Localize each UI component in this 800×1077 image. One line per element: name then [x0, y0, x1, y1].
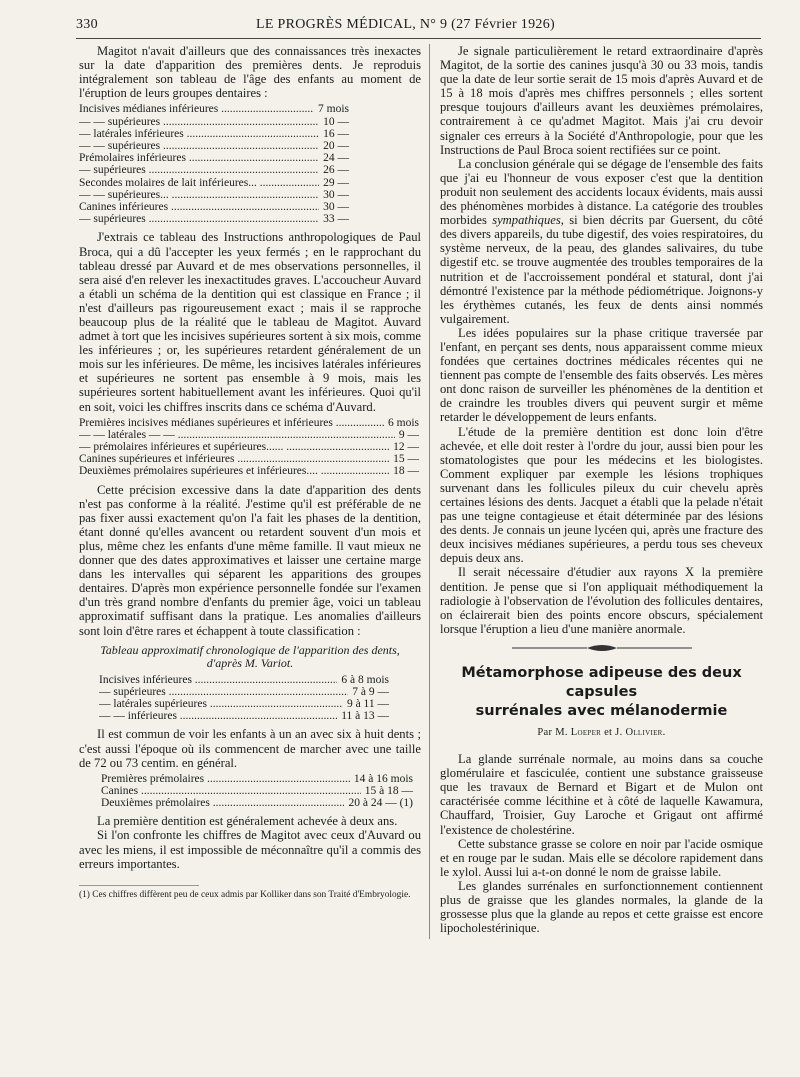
table-row	[79, 441, 419, 453]
paragraph: Je signale particulièrement le retard extraordinaire d'après Magitot, de la sortie des canines jusqu'à 30 ou 33 mois, tandis que la date de leur sortie serait de 15 mois d'après Auvard et de 15 à 18 mois d'après mes chiffres personnels ; elles sortent presque toujours d'ailleurs avant les deuxièmes prémolaires, contrairement à ce qu'admet Magitot. Mais j'ai cru devoir signaler ces erreurs à la Société d'Anthropologie, pour que les Instructions de Paul Broca soient rectifiées sur ce point.	[440, 44, 763, 157]
row-label: Incisives inférieures .....	[99, 674, 337, 686]
variot-table	[79, 674, 421, 723]
title-line: Métamorphose adipeuse des deux capsules	[461, 664, 742, 700]
row-label: Premières incisives médianes supérieures et inférieures .....	[79, 417, 384, 429]
emphasis: sympathiques	[492, 213, 561, 228]
row-value: 26 —	[323, 164, 349, 177]
paragraph: Il est commun de voir les enfants à un an avec six à huit dents ; c'est aussi l'époque où ils commencent de marcher avec une taille de 72 ou 73 centim. en général.	[79, 727, 421, 770]
paragraph: Cette précision excessive dans la date d'apparition des dents n'est pas conforme à la réalité. J'estime qu'il est préférable de ne pas fixer aussi exactement qu'on l'a fait les phases de la dentition, étant donné qu'elles avancent ou retardent souvent d'un mois et plus, même chez les enfants d'une même famille. Il vaut mieux ne donner que des dates approximatives et laisser une certaine marge dans les intervalles qui séparent les apparitions des groupes dentaires. D'après mon expérience personnelle fondée sur l'examen d'un très grand nombre d'enfants du premier âge, voici un tableau approximatif suffisant dans la pratique. Les anomalies d'ailleurs sont loin d'être rares et échappent à toute classification :	[79, 482, 421, 638]
table-row	[79, 177, 349, 189]
row-label: Canines supérieures et inférieures .....	[79, 453, 389, 465]
paragraph: Il serait nécessaire d'étudier aux rayons X la première dentition. Je pense que si l'on appliquait méthodiquement la radiologie à l'observation de l'évolution des follicules dentaires, on éclairerait bien des points encore obscurs, spécialement lorsque l'éruption a lieu d'une manière anormale.	[440, 565, 763, 636]
row-value: 33 —	[323, 213, 349, 226]
row-value: 20 —	[323, 139, 349, 152]
table-row	[79, 103, 349, 115]
table-row	[79, 453, 419, 465]
table-row	[79, 128, 349, 140]
table-row	[79, 465, 419, 477]
row-value: 24 —	[323, 152, 349, 165]
row-value: 6 mois	[388, 416, 419, 429]
table-row	[79, 189, 349, 201]
row-label: Deuxièmes prémolaires .....	[101, 797, 344, 809]
paragraph: L'étude de la première dentition est donc loin d'être achevée, et elle doit rester à l'ordre du jour, aussi bien pour les stomatologistes que pour les médecins et les biologistes. Comment expliquer par exemple les lésions trophiques survenant dans les follicules pileux du cuir chevelu après certaines lésions des dents. Jacquet a établi que la pelade n'était pas une teigne contagieuse et était déterminée par des lésions des dents. Je connais un jeune lycéen qui, après une fracture des deux incisives médianes supérieures, a perdu tous ses cheveux depuis deux ans.	[440, 424, 763, 566]
row-value: 10 —	[323, 115, 349, 128]
ornament-divider	[440, 642, 763, 654]
row-value: 15 à 18 —	[364, 784, 413, 797]
paragraph	[440, 157, 763, 326]
row-label: — — supérieures .....	[79, 116, 319, 128]
row-value: 7 mois	[318, 103, 349, 116]
text-run: La conclusion générale qui se dégage de l'ensemble des faits que j'ai eu l'honneur de vous exposer c'est que la dentition produit non seulement des accidents locaux évidents, mais aussi des phénomènes morbides à distance. La catégorie des troubles morbides	[440, 156, 763, 228]
row-value: 14 à 16 mois	[353, 772, 413, 785]
byline-text: Par M.	[537, 726, 568, 738]
row-label: — supérieures .....	[79, 213, 319, 225]
table-row	[79, 152, 349, 164]
row-value: 29 —	[323, 176, 349, 189]
row-value: 18 —	[393, 465, 419, 478]
journal-title: LE PROGRÈS MÉDICAL, N° 9 (27 Février 1926)	[256, 17, 555, 32]
paragraph: Les idées populaires sur la phase critique traversée par l'enfant, en perçant ses dents, nous apparaissent comme mieux fondées que certaines doctrines médicales récentes qui ne tiennent pas compte de l'ensemble des faits observés. Les mères ont donc raison de surveiller les phénomènes de la dentition et de craindre les troubles divers qui peuvent surgir et même retarder le développement de leurs enfants.	[440, 325, 763, 425]
row-value: 9 à 11 —	[346, 698, 389, 711]
left-column	[79, 44, 421, 900]
table-row	[79, 213, 349, 225]
row-label: — — inférieures .....	[99, 710, 337, 722]
row-label: — latérales inférieures .....	[79, 128, 319, 140]
row-label: — — supérieures... .....	[79, 189, 319, 201]
row-label: — latérales supérieures .....	[99, 698, 343, 710]
table-row	[79, 429, 419, 441]
page-number: 330	[76, 17, 98, 32]
row-label: Premières prémolaires .....	[101, 773, 350, 785]
paragraph: Magitot n'avait d'ailleurs que des connaissances très inexactes sur la date d'apparition des premières dents. Je reproduis intégralement son tableau de l'âge des enfants au moment de l'éruption de leurs groupes dentaires :	[79, 44, 421, 101]
author-name: Ollivier.	[625, 726, 666, 738]
row-label: — — latérales — — .....	[79, 429, 395, 441]
paragraph: Si l'on confronte les chiffres de Magitot avec ceux d'Auvard ou avec les miens, il est impossible de méconnaître qu'il a commis des erreurs importantes.	[79, 828, 421, 871]
caption-line: d'après M. Variot.	[206, 656, 294, 671]
text-run: , si bien décrits par Guersent, du côté des divers appareils, du tube digestif, des voies respiratoires, du système nerveux, de la peau, des glandes salivaires, du tube digestif etc. se trouve augmentée des troubles temporaires de la nutrition et de l'accroissement pondéral et statural, dont j'ai démontré l'existence par la méthode pédiométrique. Joignons-y les érythèmes cutanés, les feux de dents ainsi nommés vulgairement.	[440, 213, 763, 326]
article-title	[440, 664, 763, 721]
table-row	[79, 140, 349, 152]
title-line: surrénales avec mélanodermie	[475, 702, 728, 719]
table-row	[79, 417, 419, 429]
row-label: Incisives médianes inférieures .....	[79, 103, 314, 115]
paragraph: La première dentition est généralement achevée à deux ans.	[97, 814, 398, 829]
row-value: 20 à 24 — (1)	[348, 797, 413, 810]
row-label: — prémolaires inférieures et supérieures...... .....	[79, 441, 389, 453]
row-value: 11 à 13 —	[341, 710, 389, 723]
row-value: 6 à 8 mois	[341, 673, 389, 686]
paragraph: Cette substance grasse se colore en noir par l'acide osmique et en rouge par le sudan. Mais elle se décolore rapidement dans le xylol. Aussi lui a-t-on donné le nom de graisse labile.	[440, 836, 763, 879]
footnote	[79, 885, 411, 901]
auvard-table	[79, 417, 421, 478]
row-value: 7 à 9 —	[352, 685, 389, 698]
ornament-icon	[512, 642, 692, 654]
table-row	[79, 201, 349, 213]
row-label: Canines inférieures .....	[79, 201, 319, 213]
paragraph: Les glandes surrénales en surfonctionnement contiennent plus de graisse que les glandes normales, la glande de la grossesse plus que la glande au repos et cette graisse est encore lipocholestérinique.	[440, 878, 763, 936]
row-label: Secondes molaires de lait inférieures... .....	[79, 177, 319, 189]
byline	[440, 726, 763, 740]
row-value: 30 —	[323, 188, 349, 201]
author-name: Loeper	[570, 726, 602, 738]
table-row	[79, 698, 389, 710]
row-label: — supérieures .....	[79, 164, 319, 176]
table-row	[79, 710, 389, 722]
premolar-table	[79, 773, 421, 810]
table-row	[79, 785, 413, 797]
row-value: 16 —	[323, 127, 349, 140]
caption-line: Tableau approximatif chronologique de l'apparition des dents,	[100, 642, 400, 657]
table-row	[79, 797, 413, 809]
paragraph: J'extrais ce tableau des Instructions anthropologiques de Paul Broca, qui a dû l'accepter les yeux fermés ; en le rapprochant du tableau dressé par Auvard et de mes observations personnelles, il sera aisé d'en relever les inexactitudes graves. L'accoucheur Auvard a établi un schéma de la dentition qui est classique en France ; il n'est d'ailleurs pas rigoureusement exact ; mais il se rapproche beaucoup plus de la réalité que le tableau de Magitot. Auvard admet à tort que les incisives supérieures sortent à six mois, comme les inférieures ; or, les supérieures retardent généralement de un mois sur les inférieures. De même, les incisives latérales inférieures et supérieures ne sortent pas ensemble à 9 mois, mais les supérieures sortent habituellement avant les inférieures. Quoi qu'il en soit, voici les chiffres inscrits dans ce schéma d'Auvard.	[79, 230, 421, 414]
footnote-text: (1) Ces chiffres diffèrent peu de ceux admis par Kolliker dans son Traité d'Embryologie.	[79, 889, 411, 900]
row-label: — — supérieures .....	[79, 140, 319, 152]
running-header	[76, 17, 761, 39]
table-row	[79, 674, 389, 686]
paragraph: La glande surrénale normale, au moins dans sa couche glomérulaire et fasciculée, contient une substance graisseuse que les travaux de Bernard et Bigart et de Mulon ont caractérisée comme lécithine et à côté de laquelle Kawamura, Chauffard, Troisier, Guy Laroche et Grigaut ont affirmé l'existence de cholestérine.	[440, 752, 763, 837]
right-column	[440, 44, 763, 935]
row-label: — supérieures .....	[99, 686, 348, 698]
row-value: 9 —	[398, 428, 419, 441]
table-caption	[79, 644, 421, 671]
row-value: 12 —	[393, 441, 419, 454]
table-row	[79, 116, 349, 128]
table-row	[79, 164, 349, 176]
row-label: Canines .....	[101, 785, 361, 797]
row-value: 15 —	[393, 453, 419, 466]
byline-text: et J.	[604, 726, 623, 738]
row-value: 30 —	[323, 201, 349, 213]
row-label: Prémolaires inférieures .....	[79, 152, 319, 164]
table-row	[79, 773, 413, 785]
table-row	[79, 686, 389, 698]
row-label: Deuxièmes prémolaires supérieures et inférieures.... .....	[79, 465, 389, 477]
magitot-table	[79, 103, 421, 225]
header-rule	[76, 38, 761, 39]
